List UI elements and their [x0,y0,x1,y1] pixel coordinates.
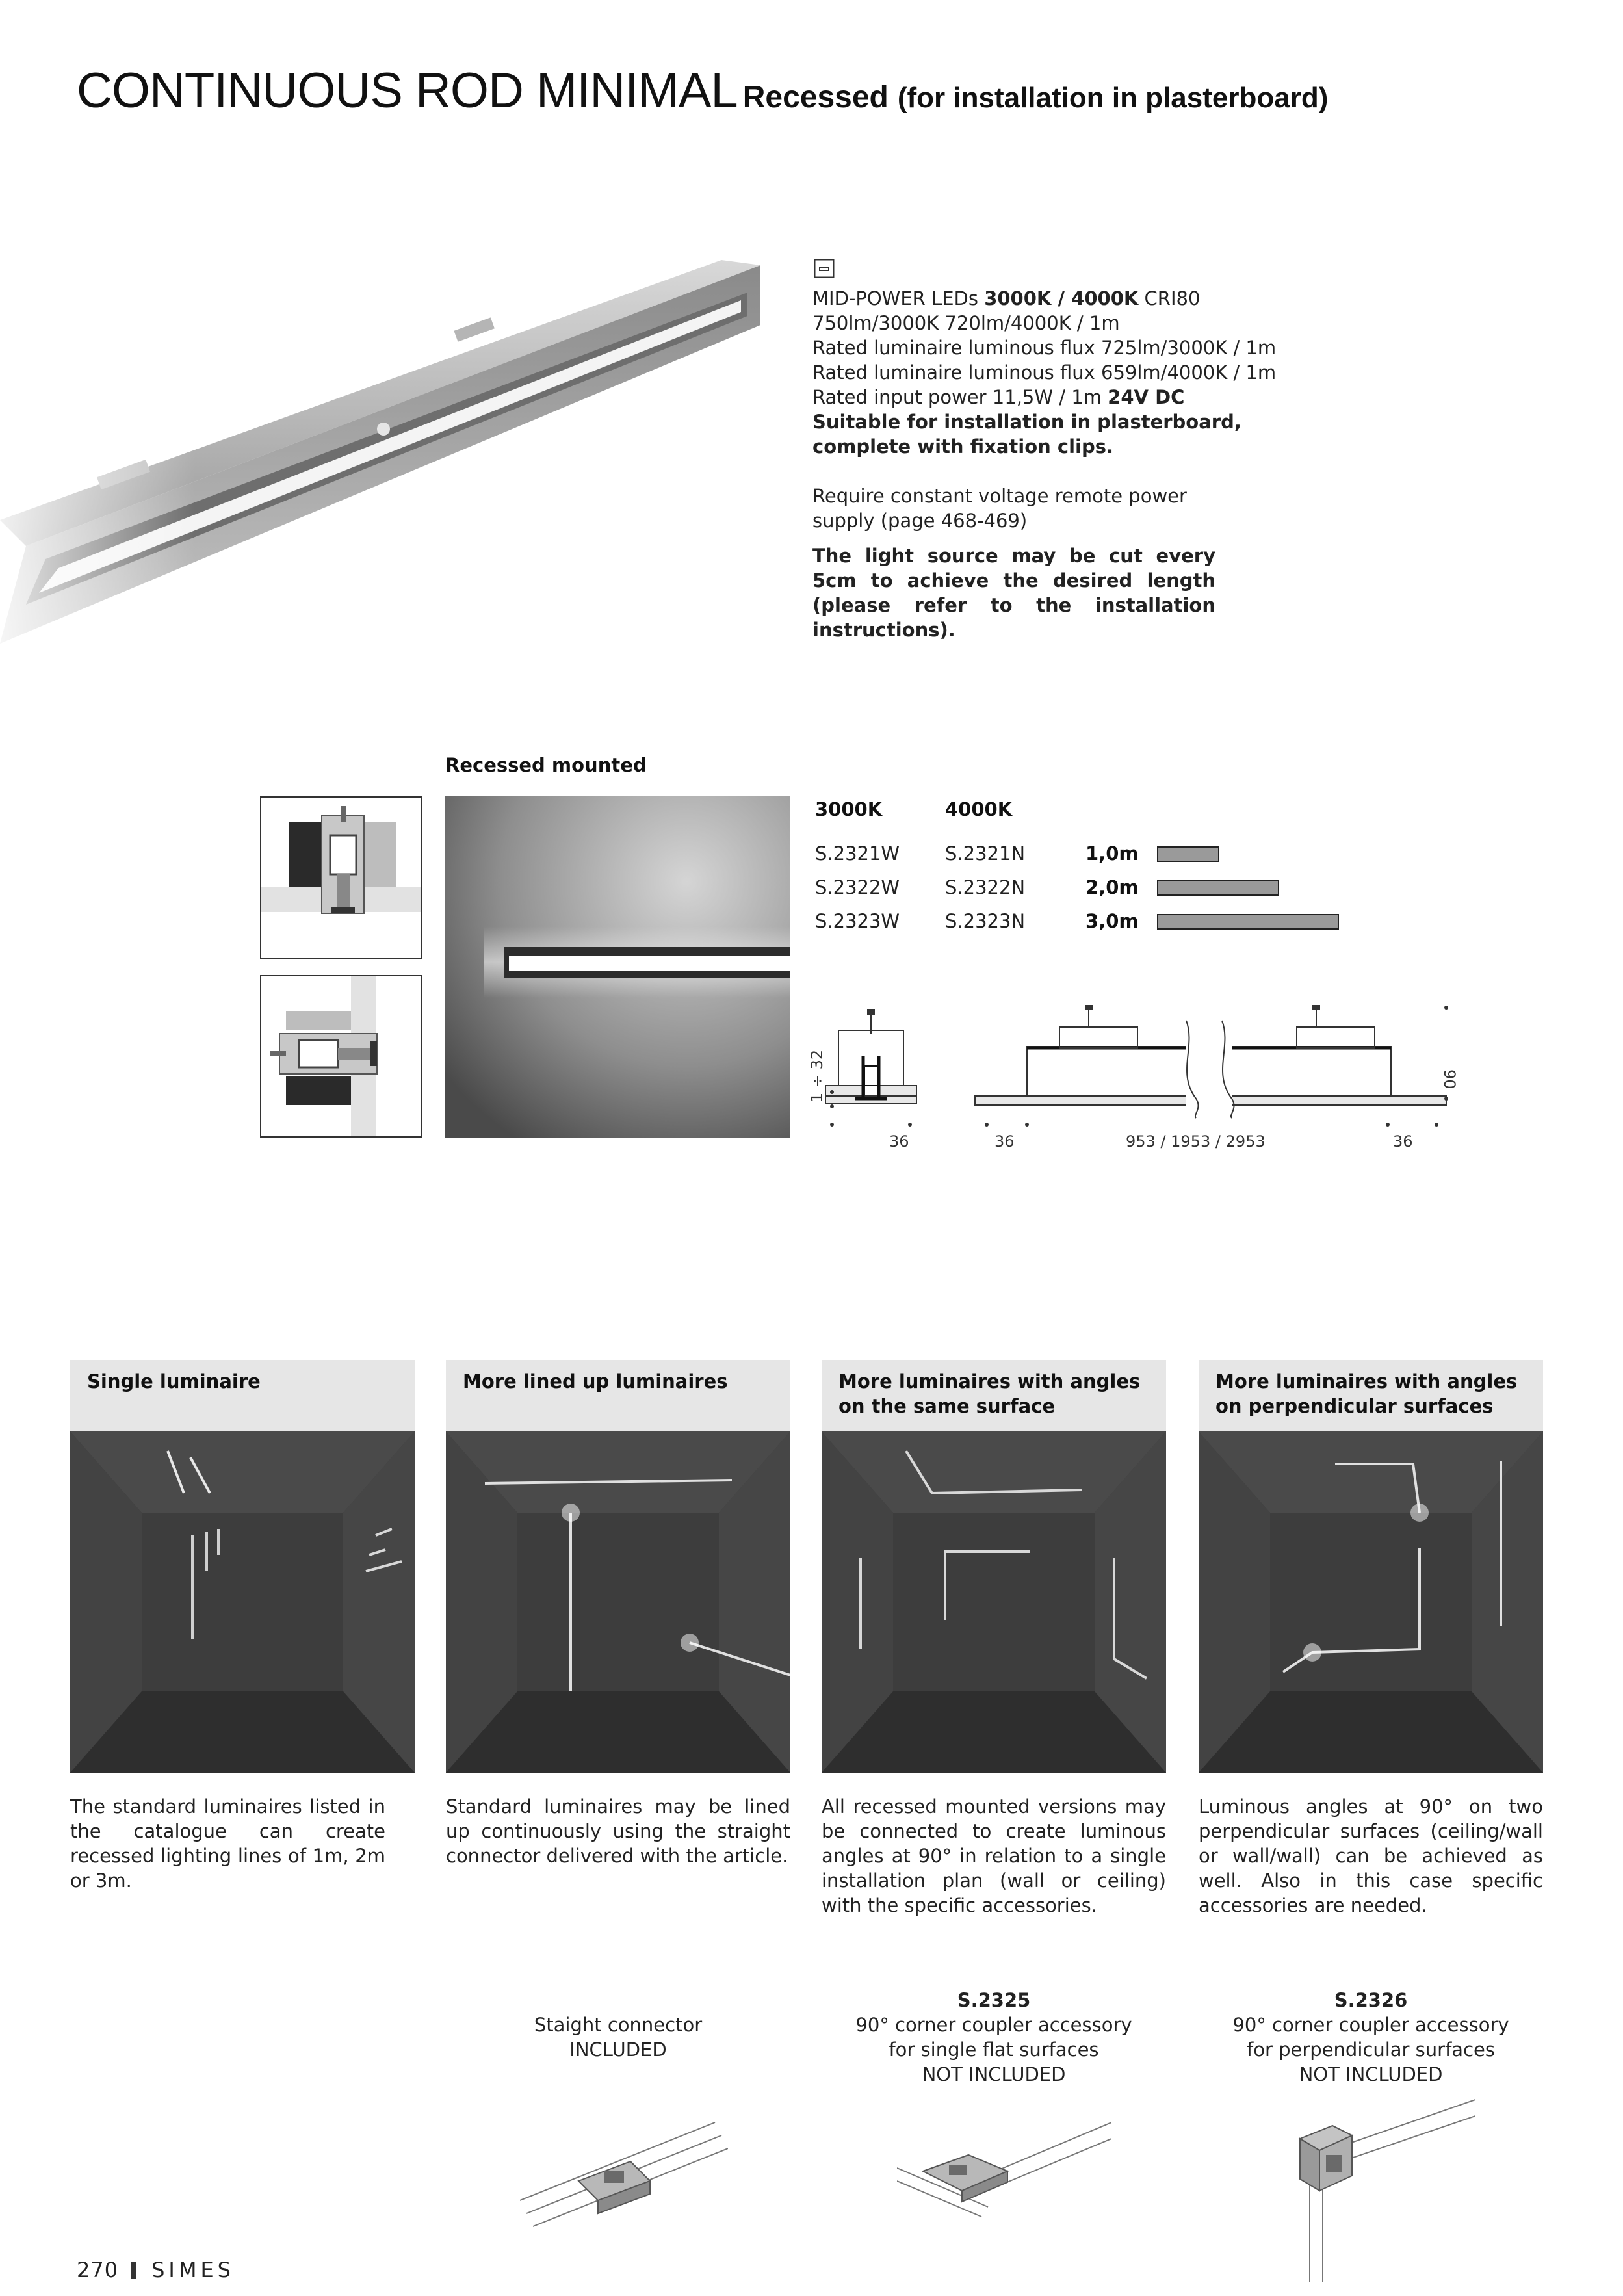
code-s2321n: S.2321N [945,842,1026,865]
header-4000k: 4000K [945,798,1013,820]
footer-separator [131,2262,136,2279]
page-footer [77,2258,235,2282]
accessory-3-line2: for perpendicular surfaces [1247,2039,1495,2061]
panel-head-lined-up: More lined up luminaires [446,1360,790,1431]
accessory-s2325 [822,1988,1166,2087]
panel-head-same-surface: More luminaires with angles on the same surface [822,1360,1166,1431]
room-render-single [70,1431,415,1773]
spec-flux-nominal: 750lm/3000K 720lm/4000K / 1m [812,312,1120,334]
room-render-perpendicular [1199,1431,1543,1773]
dim-width-left: 36 [889,1132,909,1151]
spec-block [812,286,1306,642]
brand-name: SIMES [151,2258,235,2282]
spec-power: Rated input power 11,5W / 1m 24V DC [812,386,1185,408]
code-s2323n: S.2323N [945,910,1026,932]
code-s2322n: S.2322N [945,876,1026,898]
panel-head-perpendicular: More luminaires with angles on perpendicular surfaces [1199,1360,1543,1431]
straight-connector-image [520,2109,728,2239]
spec-flux-3000k: Rated luminaire luminous flux 725lm/3000K / 1m [812,337,1277,359]
wall-section-thumbnail [260,975,422,1138]
ceiling-section-thumbnail [260,796,422,959]
length-bar-1m [1157,846,1219,862]
accessory-2-line2: for single flat surfaces [889,2039,1099,2061]
spec-leds: MID-POWER LEDs 3000K / 4000K CRI80 [812,287,1201,309]
panel-text-same-surface: All recessed mounted versions may be connected to create luminous angles at 90° in relation to a single installation plan (wall or ceiling) with the specific accessories. [822,1795,1166,1916]
recessed-mounted-photo [445,796,790,1138]
panel-text-perpendicular: Luminous angles at 90° on two perpendicular surfaces (ceiling/wall or wall/wall) can be achieved as well. Also in this case specific accessories are needed. [1199,1795,1543,1916]
recessed-luminaire-icon [814,259,835,278]
panel-text-single: The standard luminaires listed in the catalogue can create recessed lighting lines of 1m, 2m or 3m. [70,1795,385,1892]
accessory-straight-connector [446,2013,790,2062]
mounting-label: Recessed mounted [445,754,647,776]
dim-lengths: 953 / 1953 / 2953 [1126,1132,1266,1151]
spec-flux-4000k: Rated luminaire luminous flux 659lm/4000K / 1m [812,361,1277,384]
room-render-lined-up [446,1431,790,1773]
length-2m: 2,0m [1085,876,1139,898]
spec-installation: Suitable for installation in plasterboard, complete with fixation clips. [812,411,1241,458]
accessory-1-line2: INCLUDED [569,2039,667,2061]
length-bar-3m [1157,914,1339,930]
spec-power-supply: Require constant voltage remote power supply (page 468-469) [812,485,1187,532]
panel-head-single: Single luminaire [70,1360,415,1431]
panel-text-lined-up: Standard luminaires may be lined up continuously using the straight connector delivered with the article. [446,1795,790,1867]
accessory-1-line1: Staight connector [534,2014,703,2036]
accessory-2-line3: NOT INCLUDED [922,2063,1066,2085]
page-number: 270 [77,2258,119,2282]
title-sub: Recessed [742,80,889,114]
corner-coupler-perpendicular-image [1280,2087,1475,2295]
length-3m: 3,0m [1085,910,1139,932]
room-render-same-surface [822,1431,1166,1773]
accessory-2-code: S.2325 [957,1989,1031,2011]
accessory-3-line3: NOT INCLUDED [1299,2063,1443,2085]
accessory-s2326 [1199,1988,1543,2087]
dim-height: 90 [1440,1069,1459,1089]
dim-width-right: 36 [1393,1132,1413,1151]
code-s2321w: S.2321W [815,842,900,865]
accessory-3-code: S.2326 [1334,1989,1408,2011]
code-s2322w: S.2322W [815,876,900,898]
corner-coupler-flat-image [897,2109,1111,2239]
title-main: CONTINUOUS ROD MINIMAL [77,63,738,118]
code-s2323w: S.2323W [815,910,900,932]
accessory-3-line1: 90° corner coupler accessory [1232,2014,1509,2036]
dim-width-mid: 36 [994,1132,1015,1151]
product-photo [0,254,780,709]
spec-cut-note: The light source may be cut every 5cm to achieve the desired length (please refer to the installation instructions). [812,545,1215,641]
title-note: (for installation in plasterboard) [897,82,1329,114]
length-1m: 1,0m [1085,842,1139,865]
dim-height-range: 1 ÷ 32 [808,1049,826,1102]
length-bar-2m [1157,880,1279,896]
page-title [77,62,1328,119]
accessory-2-line1: 90° corner coupler accessory [855,2014,1132,2036]
header-3000k: 3000K [815,798,883,820]
